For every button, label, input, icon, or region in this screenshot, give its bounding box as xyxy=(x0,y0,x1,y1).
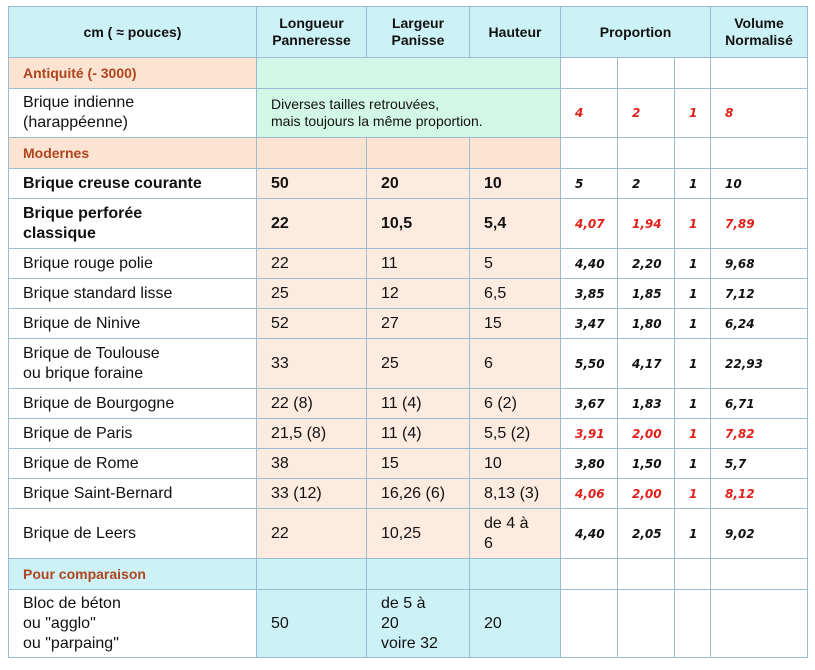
height-cell: 10 xyxy=(470,169,561,199)
empty-cell xyxy=(711,590,808,658)
proportion-length: 3,85 xyxy=(561,279,618,309)
height-cell: 6 xyxy=(470,339,561,389)
table-row xyxy=(9,169,808,199)
table-row xyxy=(9,389,808,419)
width-cell: 20 xyxy=(367,169,470,199)
section-filler xyxy=(711,58,808,89)
table-row xyxy=(9,479,808,509)
length-cell: 52 xyxy=(257,309,367,339)
width-cell: de 5 à 20 voire 32 xyxy=(367,590,470,658)
section-filler xyxy=(618,58,675,89)
table-row xyxy=(9,309,808,339)
height-cell: 5,4 xyxy=(470,199,561,249)
section-filler xyxy=(470,559,561,590)
proportion-height: 1 xyxy=(675,479,711,509)
header-length: Longueur Panneresse xyxy=(257,7,367,58)
empty-cell xyxy=(561,590,618,658)
section-filler xyxy=(711,138,808,169)
volume-normalized: 6,24 xyxy=(711,309,808,339)
proportion-width: 2,20 xyxy=(618,249,675,279)
height-cell: 6,5 xyxy=(470,279,561,309)
width-cell: 11 (4) xyxy=(367,389,470,419)
table-row xyxy=(9,449,808,479)
brick-dimensions-table xyxy=(8,6,808,658)
proportion-width: 1,50 xyxy=(618,449,675,479)
proportion-height: 1 xyxy=(675,389,711,419)
section-filler xyxy=(561,58,618,89)
row-name: Brique creuse courante xyxy=(9,169,257,199)
volume-normalized: 8 xyxy=(711,89,808,138)
table-row xyxy=(9,249,808,279)
proportion-height: 1 xyxy=(675,309,711,339)
proportion-length: 3,80 xyxy=(561,449,618,479)
volume-normalized: 6,71 xyxy=(711,389,808,419)
proportion-width: 1,85 xyxy=(618,279,675,309)
proportion-width: 1,83 xyxy=(618,389,675,419)
table-row-bloc-beton xyxy=(9,590,808,658)
height-cell: 10 xyxy=(470,449,561,479)
proportion-width: 2,05 xyxy=(618,509,675,559)
table-row xyxy=(9,419,808,449)
proportion-height: 1 xyxy=(675,339,711,389)
height-cell: 5,5 (2) xyxy=(470,419,561,449)
row-name: Brique perforée classique xyxy=(9,199,257,249)
proportion-length: 4,07 xyxy=(561,199,618,249)
row-name: Brique de Leers xyxy=(9,509,257,559)
proportion-height: 1 xyxy=(675,199,711,249)
proportion-width: 2,00 xyxy=(618,479,675,509)
proportion-length: 5,50 xyxy=(561,339,618,389)
section-filler xyxy=(561,559,618,590)
section-filler xyxy=(675,58,711,89)
width-cell: 12 xyxy=(367,279,470,309)
empty-cell xyxy=(618,590,675,658)
row-name: Brique de Paris xyxy=(9,419,257,449)
volume-normalized: 9,02 xyxy=(711,509,808,559)
section-label: Modernes xyxy=(9,138,257,169)
header-row xyxy=(9,7,808,58)
header-volume: Volume Normalisé xyxy=(711,7,808,58)
proportion-height: 1 xyxy=(675,249,711,279)
proportion-height: 1 xyxy=(675,89,711,138)
volume-normalized: 9,68 xyxy=(711,249,808,279)
proportion-height: 1 xyxy=(675,279,711,309)
section-filler xyxy=(675,559,711,590)
proportion-length: 4,40 xyxy=(561,249,618,279)
proportion-length: 3,47 xyxy=(561,309,618,339)
header-dimensions-unit: cm ( ≈ pouces) xyxy=(9,7,257,58)
row-name: Brique standard lisse xyxy=(9,279,257,309)
width-cell: 11 (4) xyxy=(367,419,470,449)
length-cell: 25 xyxy=(257,279,367,309)
table-row-indian xyxy=(9,89,808,138)
row-name: Brique de Bourgogne xyxy=(9,389,257,419)
width-cell: 11 xyxy=(367,249,470,279)
row-name: Brique rouge polie xyxy=(9,249,257,279)
proportion-length: 4,40 xyxy=(561,509,618,559)
proportion-width: 4,17 xyxy=(618,339,675,389)
section-filler xyxy=(367,559,470,590)
section-row-antiquite xyxy=(9,58,808,89)
table-row xyxy=(9,199,808,249)
proportion-height: 1 xyxy=(675,449,711,479)
row-name: Bloc de béton ou "agglo" ou "parpaing" xyxy=(9,590,257,658)
volume-normalized: 22,93 xyxy=(711,339,808,389)
section-filler xyxy=(257,559,367,590)
height-cell: 5 xyxy=(470,249,561,279)
section-filler xyxy=(618,138,675,169)
section-filler xyxy=(367,138,470,169)
width-cell: 10,25 xyxy=(367,509,470,559)
volume-normalized: 10 xyxy=(711,169,808,199)
width-cell: 15 xyxy=(367,449,470,479)
proportion-height: 1 xyxy=(675,509,711,559)
volume-normalized: 7,12 xyxy=(711,279,808,309)
proportion-height: 1 xyxy=(675,419,711,449)
width-cell: 10,5 xyxy=(367,199,470,249)
row-name: Brique de Rome xyxy=(9,449,257,479)
section-filler xyxy=(470,138,561,169)
section-row-comparaison xyxy=(9,559,808,590)
width-cell: 16,26 (6) xyxy=(367,479,470,509)
header-proportion: Proportion xyxy=(561,7,711,58)
proportion-length: 3,91 xyxy=(561,419,618,449)
proportion-length: 4 xyxy=(561,89,618,138)
height-cell: 20 xyxy=(470,590,561,658)
height-cell: 8,13 (3) xyxy=(470,479,561,509)
proportion-length: 4,06 xyxy=(561,479,618,509)
empty-cell xyxy=(675,590,711,658)
section-row-modernes xyxy=(9,138,808,169)
row-note: Diverses tailles retrouvées, mais toujours la même proportion. xyxy=(257,89,561,138)
length-cell: 21,5 (8) xyxy=(257,419,367,449)
volume-normalized: 5,7 xyxy=(711,449,808,479)
height-cell: 15 xyxy=(470,309,561,339)
volume-normalized: 7,89 xyxy=(711,199,808,249)
length-cell: 50 xyxy=(257,590,367,658)
section-filler xyxy=(675,138,711,169)
table-row xyxy=(9,279,808,309)
length-cell: 33 (12) xyxy=(257,479,367,509)
section-filler xyxy=(711,559,808,590)
section-label: Pour comparaison xyxy=(9,559,257,590)
proportion-width: 2 xyxy=(618,169,675,199)
volume-normalized: 7,82 xyxy=(711,419,808,449)
height-cell: de 4 à 6 xyxy=(470,509,561,559)
length-cell: 33 xyxy=(257,339,367,389)
width-cell: 27 xyxy=(367,309,470,339)
row-name: Brique Saint-Bernard xyxy=(9,479,257,509)
table-row xyxy=(9,339,808,389)
section-label: Antiquité (- 3000) xyxy=(9,58,257,89)
volume-normalized: 8,12 xyxy=(711,479,808,509)
length-cell: 50 xyxy=(257,169,367,199)
length-cell: 22 (8) xyxy=(257,389,367,419)
proportion-width: 2 xyxy=(618,89,675,138)
height-cell: 6 (2) xyxy=(470,389,561,419)
proportion-length: 5 xyxy=(561,169,618,199)
header-width: Largeur Panisse xyxy=(367,7,470,58)
row-name: Brique de Ninive xyxy=(9,309,257,339)
proportion-width: 2,00 xyxy=(618,419,675,449)
row-name: Brique de Toulouse ou brique foraine xyxy=(9,339,257,389)
width-cell: 25 xyxy=(367,339,470,389)
section-filler xyxy=(561,138,618,169)
section-filler xyxy=(257,138,367,169)
section-filler xyxy=(257,58,561,89)
proportion-width: 1,80 xyxy=(618,309,675,339)
proportion-length: 3,67 xyxy=(561,389,618,419)
section-filler xyxy=(618,559,675,590)
length-cell: 22 xyxy=(257,199,367,249)
proportion-height: 1 xyxy=(675,169,711,199)
length-cell: 22 xyxy=(257,249,367,279)
length-cell: 22 xyxy=(257,509,367,559)
header-height: Hauteur xyxy=(470,7,561,58)
table-row xyxy=(9,509,808,559)
proportion-width: 1,94 xyxy=(618,199,675,249)
row-name: Brique indienne (harappéenne) xyxy=(9,89,257,138)
length-cell: 38 xyxy=(257,449,367,479)
